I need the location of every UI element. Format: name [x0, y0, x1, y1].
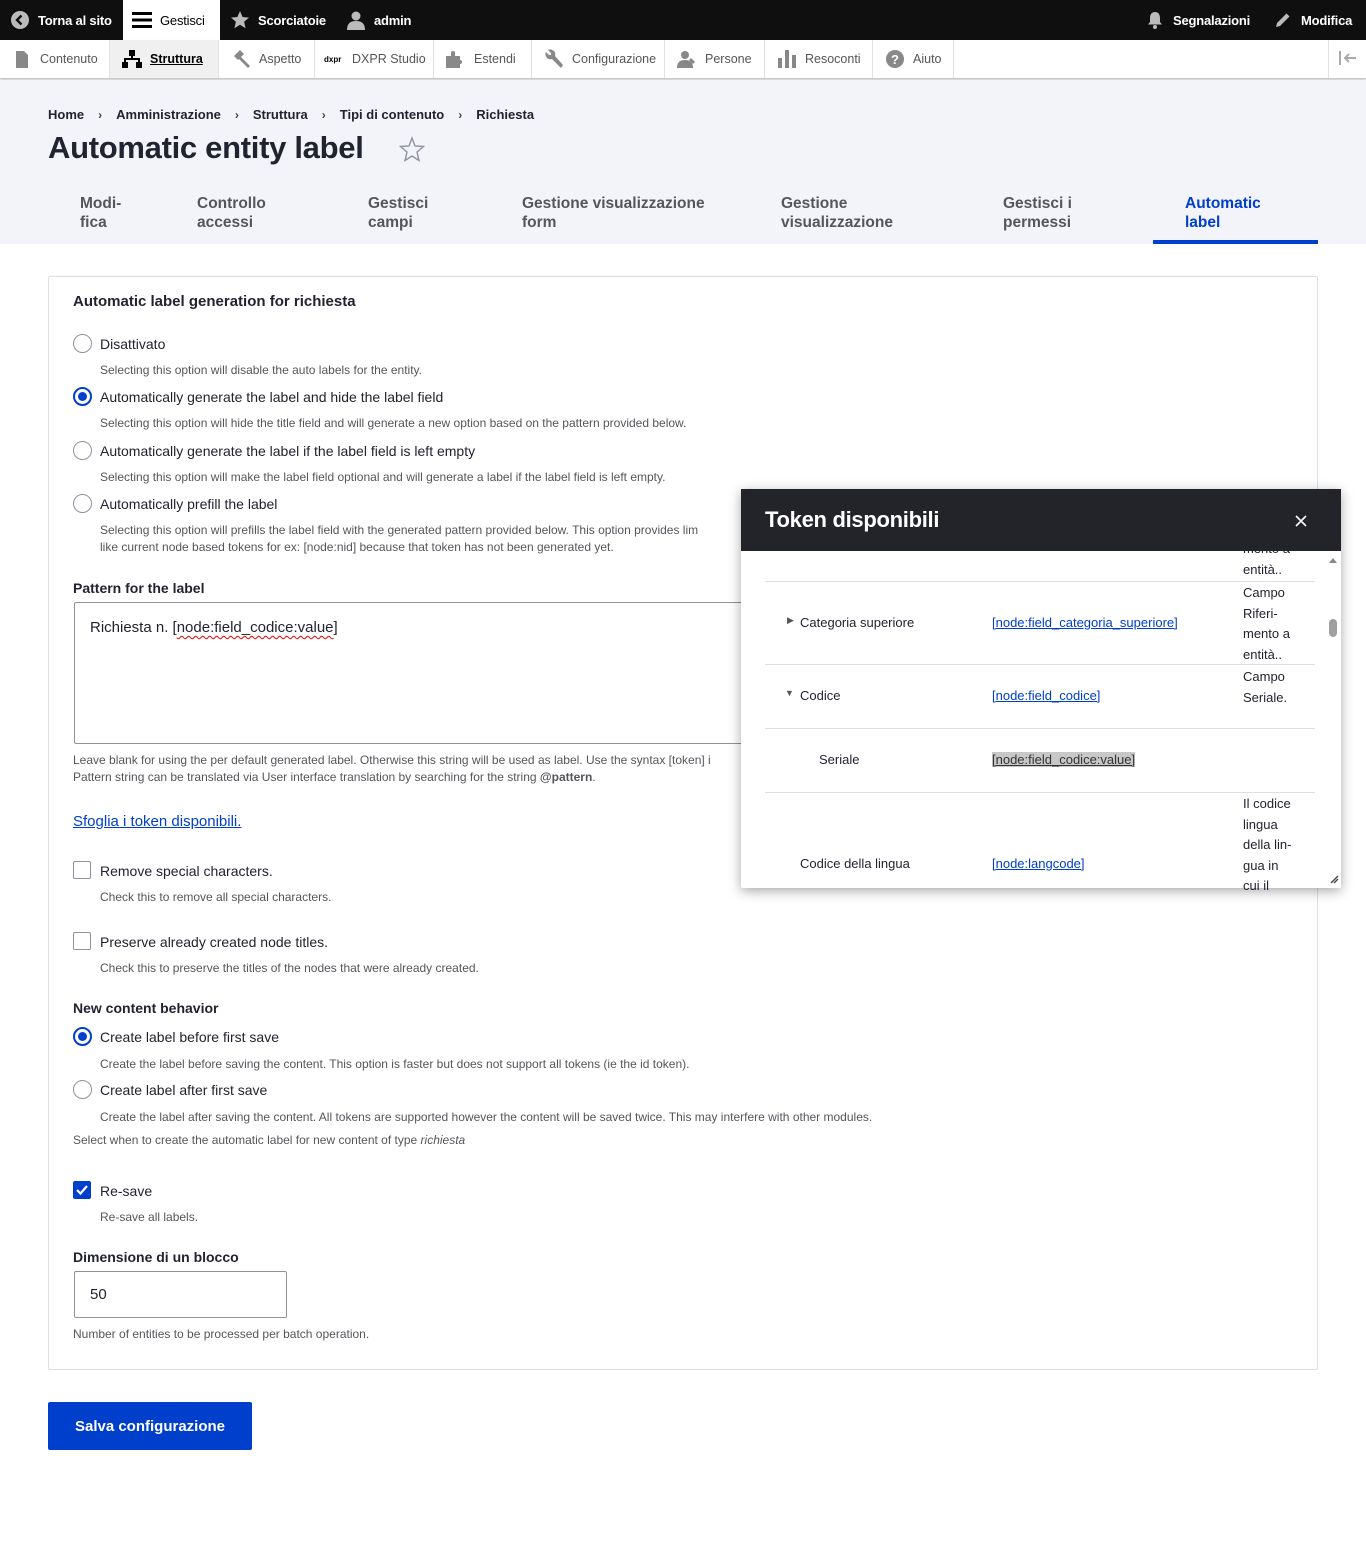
tray-item-extend[interactable] [434, 40, 532, 78]
tray-item-people[interactable] [665, 40, 765, 78]
radio-after-save-label[interactable]: Create label after first save [100, 1082, 268, 1098]
preserve-titles-checkbox[interactable] [73, 932, 91, 950]
shortcuts-label: Scorciatoie [258, 12, 326, 28]
tray-collapse-button[interactable] [1328, 40, 1366, 78]
tab-manage-fields[interactable] [368, 192, 428, 244]
radio-before-save[interactable] [73, 1027, 92, 1046]
tab-manage-form-display[interactable] [522, 192, 705, 244]
radio-prefill-label[interactable]: Automatically prefill the label [100, 496, 278, 512]
radio-prefill-desc-1: Selecting this option will prefills the label field with the generated pattern provided below. This option provides lim [100, 523, 699, 537]
user-label: admin [374, 12, 412, 28]
tray-item-help[interactable] [873, 40, 954, 78]
token-row-desc [1243, 667, 1303, 708]
tab-display-line2: visualizzazione [781, 214, 893, 231]
desc-line: Campo [1243, 669, 1285, 684]
pattern-help-2 [73, 769, 596, 786]
desc-line: della lin- [1243, 837, 1292, 852]
batch-size-input[interactable]: 50 [74, 1271, 287, 1318]
batch-size-desc: Number of entities to be processed per batch operation. [73, 1327, 370, 1341]
tray-item-structure[interactable] [110, 40, 219, 78]
token-row-name[interactable]: Codice della lingua [800, 856, 910, 871]
desc-line: entità.. [1243, 646, 1283, 662]
remove-special-desc: Check this to remove all special characters. [100, 890, 332, 904]
notifications-tab[interactable] [1145, 0, 1250, 40]
token-row-token[interactable] [992, 688, 1100, 703]
tab-display-line1: Gestione [781, 195, 848, 212]
token-link-selected[interactable]: [node:field_codice:value] [992, 752, 1136, 767]
tab-permissions-line2: permessi [1003, 214, 1072, 231]
tab-form-display-line2: form [522, 214, 557, 231]
admin-toolbar [0, 0, 1366, 40]
tray-item-configuration[interactable] [532, 40, 665, 78]
radio-before-save-label[interactable]: Create label before first save [100, 1029, 279, 1045]
token-dialog [741, 489, 1341, 893]
people-icon [677, 49, 697, 69]
notifications-label: Segnalazioni [1173, 12, 1251, 28]
tray-item-help-label: Aiuto [913, 52, 942, 66]
manage-label: Gestisci [160, 12, 205, 28]
brush-icon [231, 49, 251, 69]
preserve-titles-label[interactable]: Preserve already created node titles. [100, 934, 329, 950]
remove-special-checkbox[interactable] [73, 861, 91, 879]
local-tasks-tabs [48, 192, 1318, 244]
expand-arrow-icon[interactable]: ▶ [787, 615, 794, 625]
desc-line: cui il [1243, 878, 1270, 893]
back-arrow-icon [10, 10, 30, 30]
token-row-token[interactable] [992, 615, 1178, 630]
desc-line: Campo [1243, 585, 1285, 600]
tray-item-content[interactable] [0, 40, 110, 78]
tab-edit-line1: Modi- [80, 195, 122, 212]
radio-prefill[interactable] [73, 494, 92, 513]
breadcrumb-admin[interactable]: Amministrazione [116, 107, 221, 122]
pattern-help-2-end: . [592, 770, 596, 784]
breadcrumb-separator-icon: › [234, 107, 239, 122]
shortcut-star-icon[interactable] [399, 136, 425, 162]
radio-generate-hide-desc: Selecting this option will hide the title field and will generate a new option based on the pattern provided below. [100, 416, 687, 430]
tray-item-structure-label: Struttura [150, 52, 203, 66]
bell-icon [1145, 10, 1165, 30]
tab-permissions-line1: Gestisci i [1003, 195, 1072, 212]
pattern-textarea[interactable] [74, 602, 794, 744]
token-row-desc [1243, 794, 1303, 897]
pattern-label: Pattern for the label [73, 580, 205, 596]
dialog-scrollbar[interactable] [1325, 551, 1341, 888]
row-divider [765, 728, 1315, 729]
active-tab-indicator [1153, 240, 1318, 244]
new-content-help [73, 1132, 465, 1149]
token-row-token[interactable] [992, 752, 1135, 767]
new-content-title: New content behavior [73, 1000, 219, 1016]
token-row-desc [1243, 583, 1303, 665]
scroll-up-icon[interactable] [1325, 555, 1341, 565]
tab-automatic-label[interactable] [1185, 192, 1261, 244]
radio-disabled-label[interactable]: Disattivato [100, 336, 166, 352]
help-icon [885, 49, 905, 69]
tab-manage-permissions[interactable] [1003, 192, 1072, 244]
tray-item-extend-label: Estendi [474, 52, 516, 66]
radio-after-save-desc: Create the label after saving the content. All tokens are supported however the content will be saved twice. This may interfere with other modules. [100, 1110, 873, 1124]
collapse-arrow-icon[interactable]: ▼ [785, 688, 794, 698]
radio-disabled[interactable] [73, 334, 92, 353]
token-row-partial-desc [1243, 539, 1303, 580]
row-divider [765, 581, 1315, 582]
edit-tab[interactable] [1273, 0, 1352, 40]
breadcrumb [48, 107, 534, 122]
breadcrumb-separator-icon: › [98, 107, 103, 122]
scrollbar-thumb[interactable] [1329, 619, 1337, 637]
token-row-token[interactable] [992, 856, 1085, 871]
remove-special-label[interactable]: Remove special characters. [100, 863, 273, 879]
tab-edit-line2: fica [80, 214, 107, 231]
tray-item-reports-label: Resoconti [805, 52, 861, 66]
desc-line: Riferi- [1243, 605, 1278, 621]
pencil-icon [1273, 10, 1293, 30]
tab-fields-line1: Gestisci [368, 195, 429, 212]
wrench-icon [544, 49, 564, 69]
new-content-help-type: richiesta [420, 1133, 466, 1147]
partial-desc-line: entità.. [1243, 561, 1283, 577]
token-link[interactable]: [node:langcode] [992, 856, 1085, 871]
back-to-site-label: Torna al sito [38, 12, 112, 28]
breadcrumb-home[interactable]: Home [48, 107, 85, 122]
edit-label: Modifica [1301, 12, 1353, 28]
section-title: Automatic label generation for richiesta [73, 293, 356, 310]
collapse-icon [1339, 51, 1357, 68]
pattern-help-2-text: Pattern string can be translated via User interface translation by searching for the string [73, 770, 540, 784]
token-link[interactable]: [node:field_codice] [992, 688, 1101, 703]
checkmark-icon [75, 1183, 89, 1197]
token-row-name[interactable]: Categoria superiore [800, 615, 915, 630]
radio-generate-hide[interactable] [73, 387, 92, 406]
batch-size-label: Dimensione di un blocco [73, 1249, 239, 1265]
preserve-titles-desc: Check this to preserve the titles of the nodes that were already created. [100, 961, 479, 975]
breadcrumb-richiesta[interactable]: Richiesta [476, 107, 535, 122]
partial-desc-line: mento a [1243, 541, 1290, 556]
desc-line: mento a [1243, 626, 1290, 641]
token-tree-table [741, 541, 1341, 893]
tray-item-configuration-label: Configurazione [572, 52, 657, 66]
pattern-help-1: Leave blank for using the per default generated label. Otherwise this string will be used as label. Use the syntax [token] i [73, 753, 711, 767]
row-divider [765, 792, 1315, 793]
shortcuts-tab[interactable] [230, 0, 326, 40]
radio-generate-empty[interactable] [73, 441, 92, 460]
page-title: Automatic entity label [48, 130, 364, 165]
resave-label[interactable]: Re-save [100, 1183, 153, 1199]
tray-item-dxpr-label: DXPR Studio [352, 52, 426, 66]
desc-line: gua in [1243, 857, 1279, 873]
radio-disabled-desc: Selecting this option will disable the auto labels for the entity. [100, 363, 422, 377]
user-icon [346, 10, 366, 30]
close-icon [1295, 515, 1307, 527]
manage-tab[interactable] [123, 0, 220, 40]
bar-chart-icon [777, 49, 797, 69]
token-row-name[interactable]: Codice [800, 688, 841, 703]
radio-prefill-desc-2: like current node based tokens for ex: [node:nid] because that token has not been generated yet. [100, 540, 614, 554]
svg-text:?: ? [891, 52, 899, 67]
breadcrumb-structure[interactable]: Struttura [252, 107, 308, 122]
user-tab[interactable] [346, 0, 411, 40]
tab-edit[interactable] [80, 192, 121, 244]
tab-autolabel-line1: Automatic [1185, 195, 1261, 212]
tray-item-people-label: Persone [705, 52, 752, 66]
document-icon [12, 49, 32, 69]
save-configuration-button[interactable]: Salva configurazione [48, 1402, 252, 1450]
resave-checkbox[interactable] [73, 1181, 91, 1199]
menu-tray [0, 40, 1366, 79]
desc-line: Seriale. [1243, 689, 1288, 705]
pattern-help-2-bold: @pattern [539, 770, 593, 784]
dialog-close-button[interactable] [1289, 509, 1313, 533]
tab-manage-display[interactable] [781, 192, 893, 244]
tab-access-line1: Controllo [197, 195, 266, 212]
tray-item-dxpr[interactable] [315, 40, 434, 78]
desc-line: Il codice [1243, 796, 1291, 811]
new-content-help-text: Select when to create the automatic label for new content of type [73, 1133, 421, 1147]
token-link[interactable]: [node:field_categoria_superiore] [992, 615, 1178, 630]
sitemap-icon [122, 49, 142, 69]
browse-tokens-link[interactable]: Sfoglia i token disponibili. [73, 813, 242, 830]
radio-before-save-desc: Create the label before saving the content. This option is faster but does not support all tokens (ie the id token). [100, 1057, 690, 1071]
tab-fields-line2: campi [368, 214, 413, 231]
puzzle-icon [446, 49, 466, 69]
tab-access-line2: accessi [197, 214, 254, 231]
tray-item-appearance-label: Aspetto [259, 52, 302, 66]
radio-generate-empty-label[interactable]: Automatically generate the label if the label field is left empty [100, 443, 476, 459]
tab-form-display-line1: Gestione visualizzazione [522, 195, 705, 212]
desc-line: lingua [1243, 816, 1278, 832]
tab-autolabel-line2: label [1185, 214, 1221, 231]
resize-grip-icon[interactable] [1329, 874, 1339, 884]
token-row-name[interactable]: Seriale [819, 752, 860, 767]
hamburger-icon [132, 10, 152, 30]
breadcrumb-separator-icon: › [321, 107, 326, 122]
page-header [0, 80, 1366, 244]
breadcrumb-content-types[interactable]: Tipi di contenuto [339, 107, 445, 122]
tray-item-appearance[interactable] [219, 40, 315, 78]
radio-after-save[interactable] [73, 1080, 92, 1099]
row-divider [765, 664, 1315, 665]
tray-item-content-label: Contenuto [40, 52, 98, 66]
dialog-title: Token disponibili [765, 507, 940, 532]
tab-access-control[interactable] [197, 192, 266, 244]
back-to-site-link[interactable] [10, 0, 112, 40]
pattern-suffix: ] [333, 619, 338, 636]
breadcrumb-separator-icon: › [458, 107, 463, 122]
radio-generate-hide-label[interactable]: Automatically generate the label and hide the label field [100, 389, 444, 405]
radio-generate-empty-desc: Selecting this option will make the label field optional and will generate a label if the label field is left empty. [100, 470, 666, 484]
resave-desc: Re-save all labels. [100, 1210, 199, 1224]
star-icon [230, 10, 250, 30]
pattern-token: node:field_codice:value [176, 619, 334, 636]
pattern-prefix: Richiesta n. [ [90, 619, 177, 636]
dxpr-logo-icon: dxpr [324, 54, 342, 64]
tray-item-reports[interactable] [765, 40, 873, 78]
